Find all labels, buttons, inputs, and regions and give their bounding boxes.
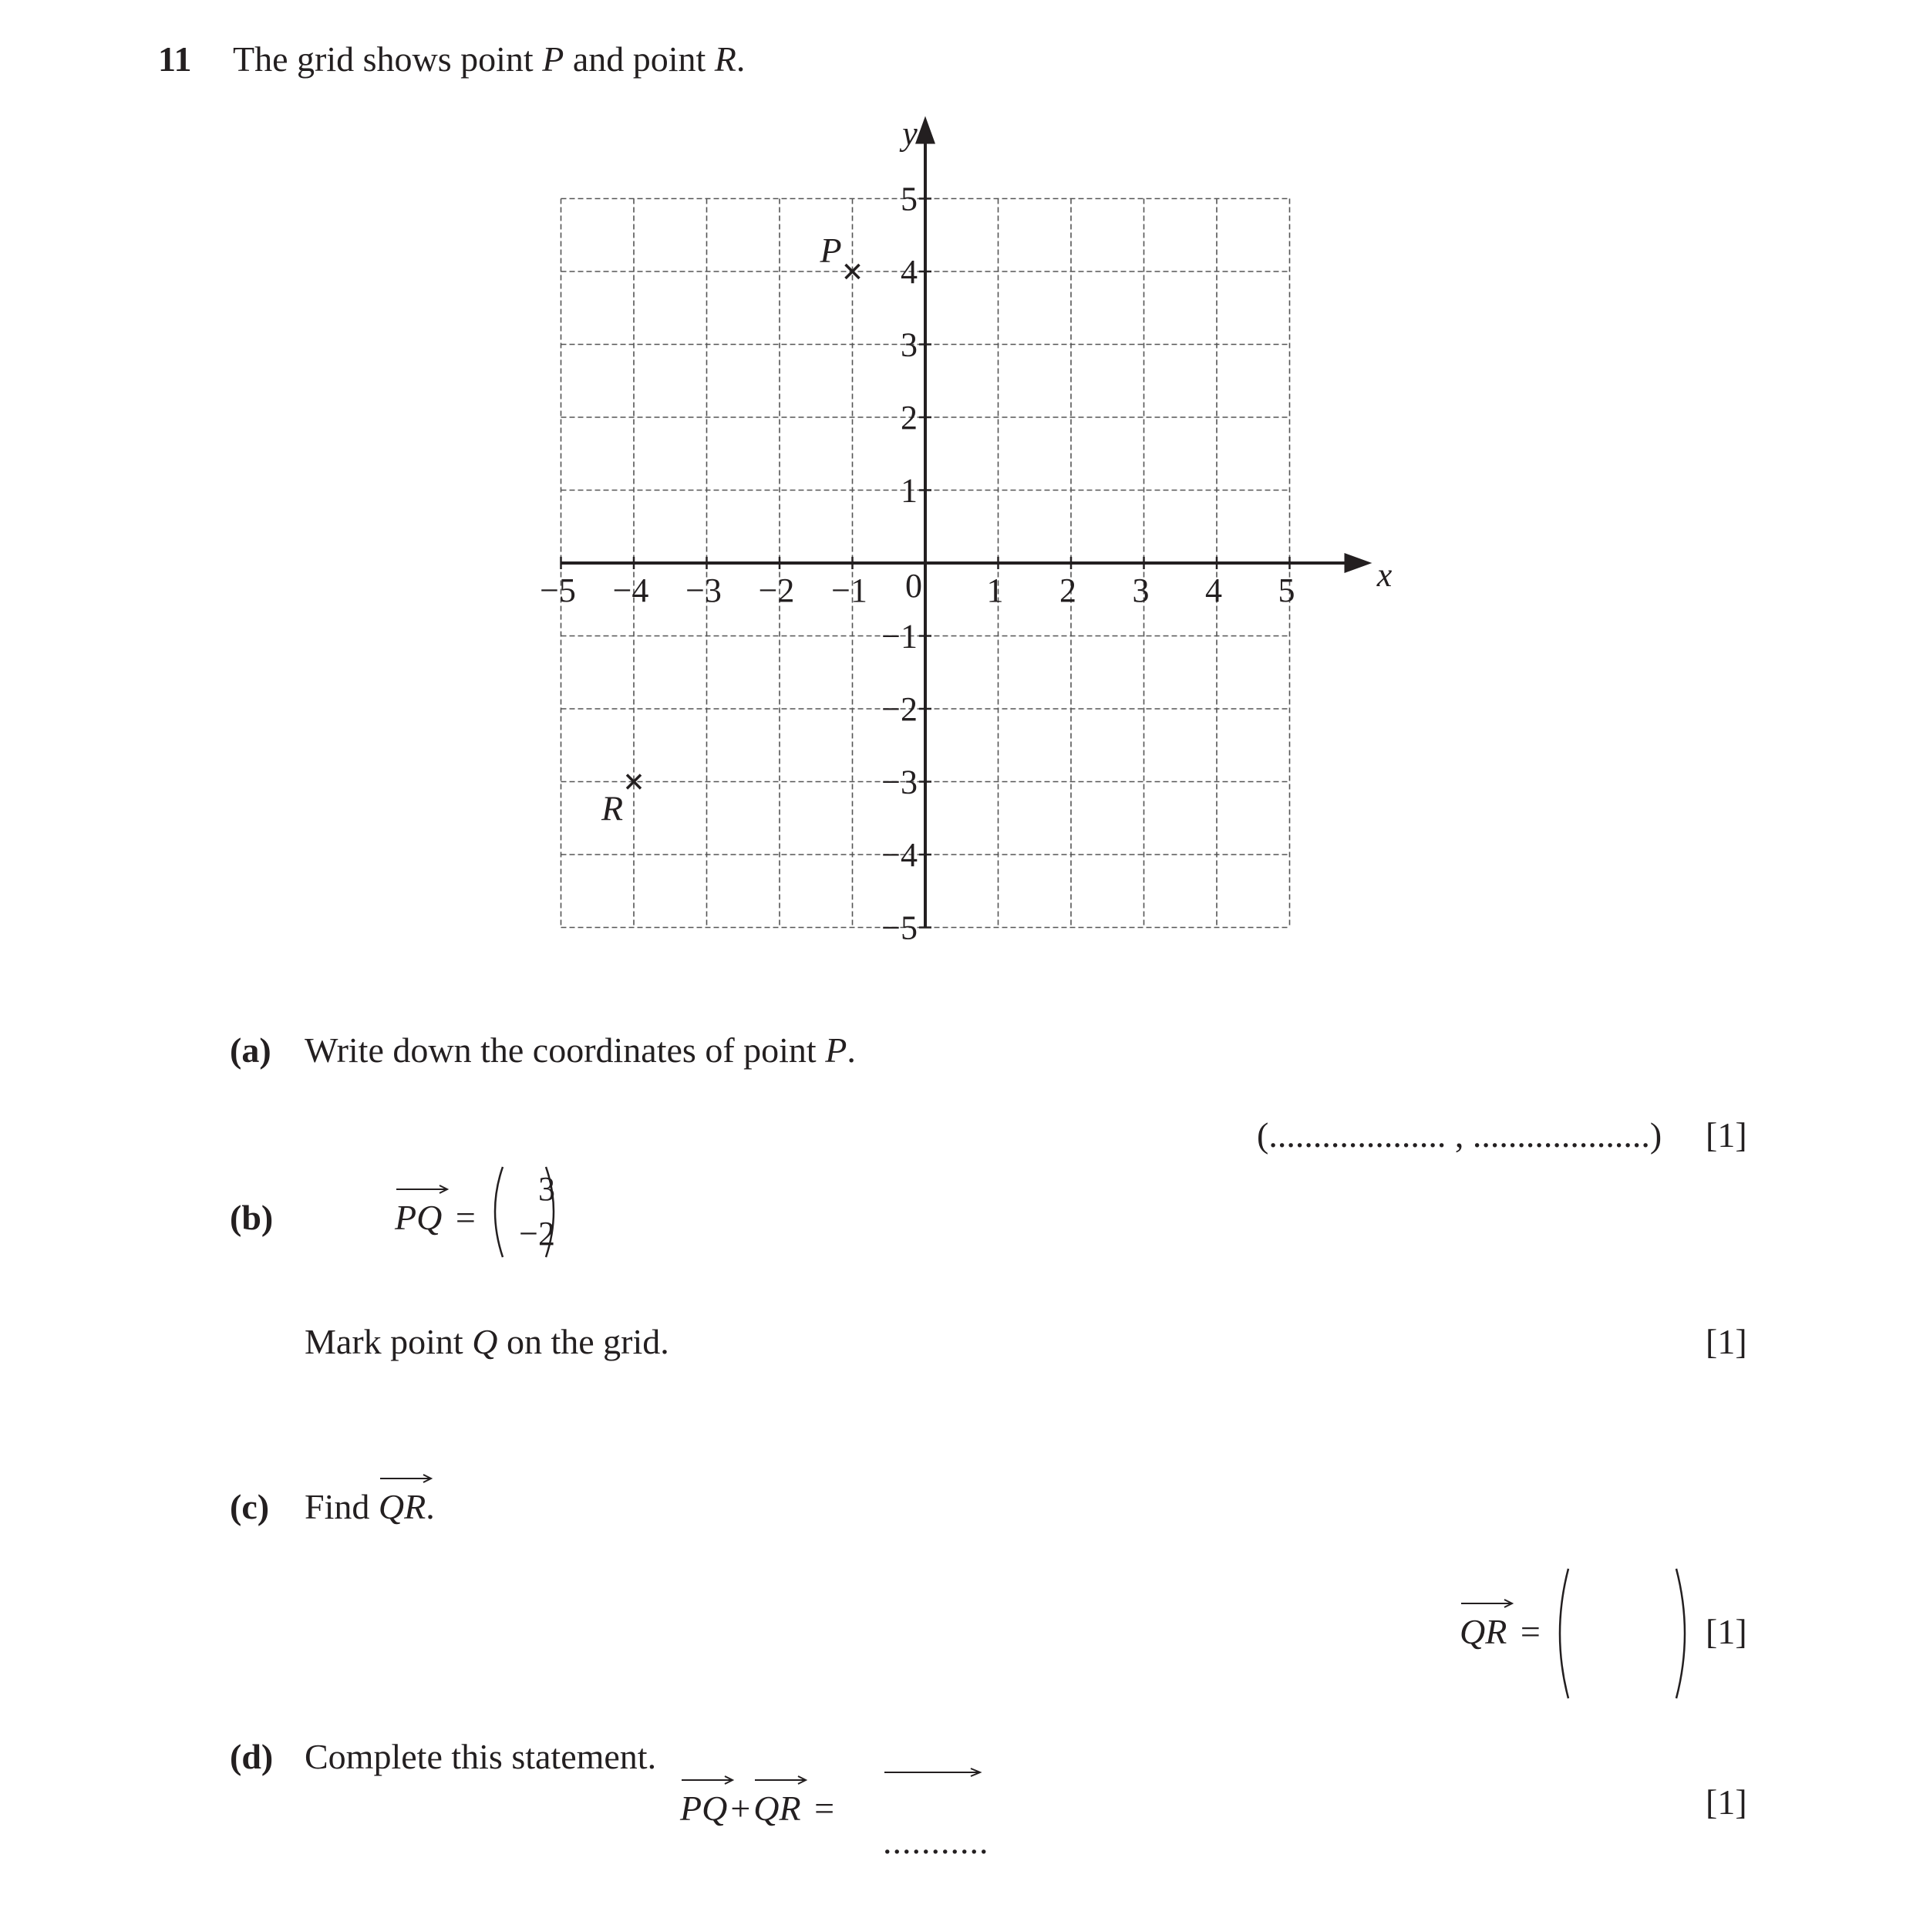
- y-tick-label: 3: [901, 325, 918, 364]
- y-axis-label: y: [902, 114, 918, 153]
- part-a-point: P: [825, 1030, 847, 1070]
- axes: [561, 116, 1372, 928]
- vector-pq-label: PQ: [395, 1198, 443, 1237]
- part-b-point: Q: [472, 1322, 498, 1361]
- y-tick-label: 1: [901, 471, 918, 510]
- y-tick-label: −5: [881, 909, 918, 947]
- question-number: 11: [158, 39, 192, 79]
- x-axis-label: x: [1376, 556, 1393, 594]
- column-vector: [501, 1172, 555, 1251]
- part-b-instruction: [305, 1324, 669, 1360]
- answer-vector-arrow-icon: [883, 1765, 983, 1780]
- plus-sign: +: [730, 1789, 751, 1828]
- origin-label: 0: [905, 567, 922, 605]
- part-c-marks: [1]: [1706, 1612, 1747, 1651]
- intro-end: .: [736, 39, 746, 79]
- part-a-end: .: [847, 1030, 856, 1070]
- statement-vector-pq: [680, 1791, 727, 1826]
- x-tick-label: −1: [831, 572, 867, 609]
- intro-point-r: R: [714, 39, 736, 79]
- vector-arrow-icon: [395, 1183, 449, 1199]
- intro-and: and point: [564, 39, 715, 79]
- vector-pq: [395, 1200, 442, 1236]
- plotted-points: [601, 231, 860, 828]
- answer-equals: =: [1520, 1612, 1541, 1651]
- answer-vector-qr-label: QR: [1460, 1612, 1507, 1651]
- vector-arrow-icon: [379, 1472, 433, 1488]
- y-tick-label: −3: [881, 763, 918, 801]
- intro-text: The grid shows point: [233, 39, 543, 79]
- part-c-end: .: [426, 1487, 435, 1526]
- x-tick-label: 2: [1059, 572, 1076, 609]
- part-b-vector-equation: [395, 1200, 476, 1236]
- x-tick-label: −5: [540, 572, 576, 609]
- part-d-label: (d): [230, 1737, 274, 1776]
- x-tick-label: 4: [1205, 572, 1222, 609]
- y-tick-label: −2: [881, 690, 918, 728]
- y-tick-label: 5: [901, 180, 918, 218]
- statement-equals: =: [814, 1789, 835, 1828]
- statement-pq-label: PQ: [680, 1789, 728, 1828]
- part-b-marks: [1]: [1706, 1322, 1747, 1361]
- part-a-label: (a): [230, 1030, 271, 1070]
- part-d-answer-blank[interactable]: ...........: [883, 1822, 989, 1861]
- part-c-answer: [1460, 1614, 1541, 1650]
- vector-arrow-icon: [753, 1774, 807, 1789]
- x-tick-label: −4: [612, 572, 649, 609]
- vector-top: 3: [538, 1170, 555, 1208]
- x-axis-arrowhead: [1345, 553, 1372, 573]
- y-tick-label: −4: [881, 836, 918, 874]
- part-a-text: Write down the coordinates of point: [305, 1030, 826, 1070]
- x-tick-label: 1: [986, 572, 1004, 609]
- part-d-text: Complete this statement.: [305, 1737, 657, 1776]
- answer-vector-qr: [1460, 1614, 1507, 1650]
- vector-bottom: −2: [519, 1215, 555, 1253]
- y-axis-arrowhead: [915, 116, 935, 144]
- y-tick-label: 2: [901, 399, 918, 437]
- equals-sign: =: [455, 1198, 476, 1237]
- x-tick-label: −3: [685, 572, 722, 609]
- part-c-text: Find: [305, 1487, 379, 1526]
- vector-qr: [379, 1489, 426, 1525]
- vector-arrow-icon: [680, 1774, 734, 1789]
- y-tick-label: 4: [901, 253, 918, 291]
- part-a-answer-line[interactable]: (.................... , ....................): [1257, 1115, 1662, 1155]
- x-tick-label: 5: [1278, 572, 1295, 609]
- part-b-text: Mark point: [305, 1322, 473, 1361]
- tick-labels: [540, 115, 1393, 947]
- point-label-r: R: [601, 788, 624, 828]
- intro-point-p: P: [542, 39, 564, 79]
- vector-qr-label: QR: [378, 1487, 426, 1526]
- y-tick-label: −1: [881, 617, 918, 656]
- part-b-label: (b): [230, 1198, 274, 1237]
- x-tick-label: −2: [758, 572, 795, 609]
- statement-qr-label: QR: [753, 1789, 801, 1828]
- part-b-after: on the grid.: [497, 1322, 669, 1361]
- part-d-statement: [680, 1791, 834, 1826]
- part-a-question: [305, 1030, 856, 1070]
- part-c-question: [305, 1489, 435, 1525]
- part-c-label: (c): [230, 1487, 270, 1526]
- part-d-marks: [1]: [1706, 1782, 1747, 1822]
- point-label-p: P: [820, 231, 842, 270]
- answer-column-brackets[interactable]: [1550, 1564, 1704, 1703]
- x-tick-label: 3: [1132, 572, 1150, 609]
- part-a-marks: [1]: [1706, 1115, 1747, 1155]
- statement-vector-qr: [753, 1791, 800, 1826]
- vector-arrow-icon: [1460, 1597, 1514, 1613]
